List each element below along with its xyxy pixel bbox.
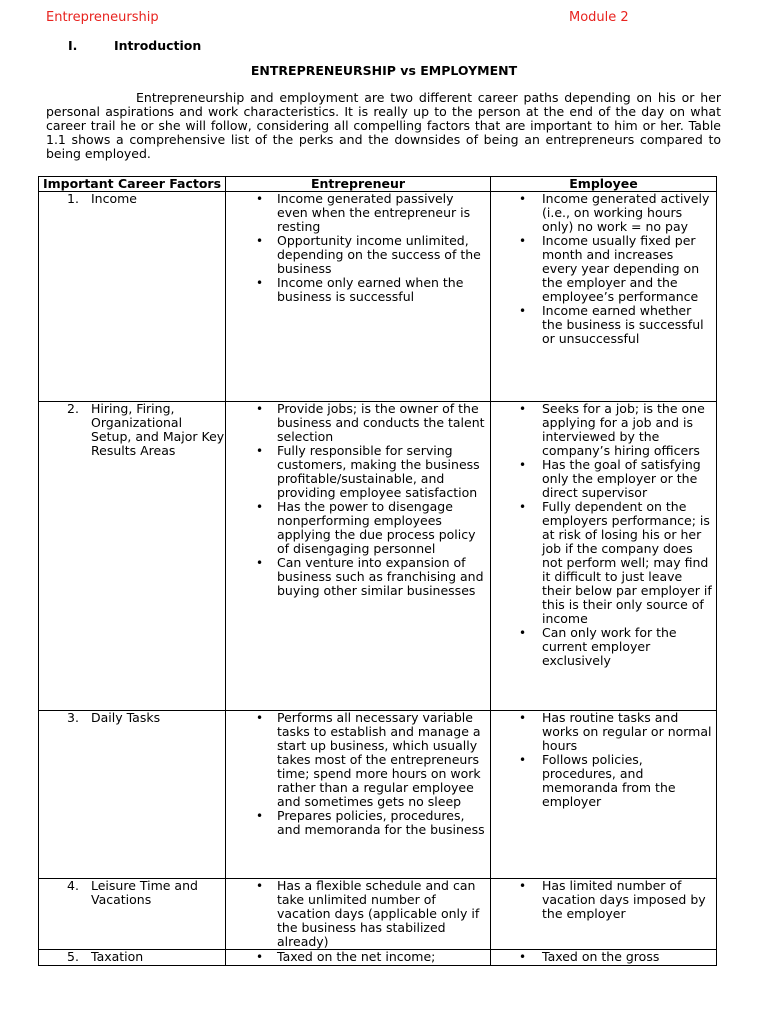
employee-point-text: Taxed on the gross <box>542 949 660 964</box>
section-heading <box>68 38 201 53</box>
factor-cell <box>39 402 226 711</box>
entrepreneur-cell <box>226 879 491 950</box>
intro-paragraph: Entrepreneurship and employment are two different career paths depending on his or her personal aspirations and work characteristics. It is really up to the person at the end of the day on what career trail he or she will follow, considering all compelling factors that are important to him or her. Table 1.1 shows a comprehensive list of the perks and the downsides of being an entrepreneurs compared to being employed. <box>46 90 721 161</box>
bullet-icon: • <box>519 711 527 725</box>
comparison-table <box>38 176 717 966</box>
entrepreneur-point-text: Fully responsible for serving customers, making the business profitable/sustainable, and providing employee satisfaction <box>277 443 480 500</box>
entrepreneur-cell <box>226 711 491 879</box>
employee-points <box>491 950 716 964</box>
bullet-icon: • <box>519 879 527 893</box>
list-item <box>491 234 716 304</box>
bullet-icon: • <box>519 458 527 472</box>
entrepreneur-cell <box>226 192 491 402</box>
entrepreneur-point-text: Has the power to disengage nonperforming employees applying the due process policy of disengaging personnel <box>277 499 476 556</box>
entrepreneur-point-text: Performs all necessary variable tasks to establish and manage a start up business, which usually takes most of the entrepreneurs time; spend more hours on work rather than a regular employee and sometimes gets no sleep <box>277 710 481 809</box>
bullet-icon: • <box>519 626 527 640</box>
bullet-icon: • <box>519 304 527 318</box>
bullet-icon: • <box>256 276 264 290</box>
header-entrepreneur: Entrepreneur <box>226 177 491 192</box>
employee-point-text: Income earned whether the business is successful or unsuccessful <box>542 303 704 346</box>
entrepreneur-point-text: Taxed on the net income; <box>277 949 436 964</box>
table-row <box>39 711 717 879</box>
list-item <box>491 458 716 500</box>
bullet-icon: • <box>256 950 264 964</box>
list-item <box>491 626 716 668</box>
factor-cell <box>39 879 226 950</box>
list-item <box>226 809 490 837</box>
list-item <box>491 402 716 458</box>
entrepreneur-cell <box>226 950 491 966</box>
factor-number: 2. <box>67 401 79 416</box>
entrepreneur-points <box>226 879 490 949</box>
list-item <box>491 879 716 921</box>
employee-points <box>491 711 716 809</box>
bullet-icon: • <box>256 879 264 893</box>
entrepreneur-cell <box>226 402 491 711</box>
factor-label: Leisure Time and Vacations <box>91 878 198 907</box>
header-factors: Important Career Factors <box>39 177 226 192</box>
bullet-icon: • <box>256 402 264 416</box>
employee-point-text: Fully dependent on the employers performance; is at risk of losing his or her job if the company does not perform well; may find it difficult to just leave their below par employer if this is their only source of income <box>542 499 712 626</box>
entrepreneur-point-text: Has a flexible schedule and can take unlimited number of vacation days (applicable only if the business has stabilized already) <box>277 878 480 949</box>
factor-label: Hiring, Firing, Organizational Setup, and Major Key Results Areas <box>91 401 225 458</box>
table-header-row <box>39 177 717 192</box>
factor-number: 1. <box>67 191 79 206</box>
list-item <box>226 500 490 556</box>
list-item <box>226 711 490 809</box>
list-item <box>491 711 716 753</box>
employee-point-text: Has the goal of satisfying only the employer or the direct supervisor <box>542 457 701 500</box>
table-row <box>39 950 717 966</box>
factor-label: Daily Tasks <box>91 710 161 725</box>
list-item <box>226 950 490 964</box>
bullet-icon: • <box>519 500 527 514</box>
list-item <box>226 192 490 234</box>
employee-points <box>491 402 716 668</box>
list-item <box>226 556 490 598</box>
factor-label: Income <box>91 191 137 206</box>
table-row <box>39 402 717 711</box>
entrepreneur-point-text: Provide jobs; is the owner of the business and conducts the talent selection <box>277 401 485 444</box>
list-item <box>491 500 716 626</box>
header-right: Module 2 <box>569 10 629 25</box>
employee-point-text: Follows policies, procedures, and memoranda from the employer <box>542 752 676 809</box>
employee-cell <box>491 879 717 950</box>
employee-point-text: Has routine tasks and works on regular or normal hours <box>542 710 712 753</box>
factor-label: Taxation <box>91 949 144 964</box>
entrepreneur-points <box>226 950 490 964</box>
bullet-icon: • <box>256 192 264 206</box>
bullet-icon: • <box>256 809 264 823</box>
bullet-icon: • <box>256 556 264 570</box>
bullet-icon: • <box>519 950 527 964</box>
employee-points <box>491 879 716 921</box>
factor-number: 5. <box>67 949 79 964</box>
bullet-icon: • <box>256 234 264 248</box>
employee-cell <box>491 950 717 966</box>
factor-cell <box>39 192 226 402</box>
list-item <box>226 276 490 304</box>
bullet-icon: • <box>519 753 527 767</box>
section-title: Introduction <box>114 38 202 53</box>
factor-cell <box>39 950 226 966</box>
entrepreneur-point-text: Can venture into expansion of business such as franchising and buying other similar businesses <box>277 555 484 598</box>
list-item <box>491 753 716 809</box>
employee-cell <box>491 711 717 879</box>
entrepreneur-point-text: Prepares policies, procedures, and memoranda for the business <box>277 808 485 837</box>
bullet-icon: • <box>519 234 527 248</box>
entrepreneur-point-text: Opportunity income unlimited, depending on the success of the business <box>277 233 481 276</box>
employee-cell <box>491 192 717 402</box>
employee-points <box>491 192 716 346</box>
list-item <box>491 950 716 964</box>
list-item <box>226 402 490 444</box>
employee-point-text: Can only work for the current employer exclusively <box>542 625 677 668</box>
factor-cell <box>39 711 226 879</box>
table-row <box>39 879 717 950</box>
header-left: Entrepreneurship <box>46 10 159 25</box>
bullet-icon: • <box>519 402 527 416</box>
bullet-icon: • <box>256 500 264 514</box>
entrepreneur-points <box>226 402 490 598</box>
entrepreneur-points <box>226 192 490 304</box>
bullet-icon: • <box>256 444 264 458</box>
document-title: ENTREPRENEURSHIP vs EMPLOYMENT <box>250 63 518 78</box>
bullet-icon: • <box>519 192 527 206</box>
list-item <box>491 304 716 346</box>
list-item <box>226 234 490 276</box>
list-item <box>226 444 490 500</box>
section-number: I. <box>68 38 78 53</box>
table-row <box>39 192 717 402</box>
entrepreneur-point-text: Income generated passively even when the entrepreneur is resting <box>277 191 471 234</box>
list-item <box>491 192 716 234</box>
bullet-icon: • <box>256 711 264 725</box>
header-employee: Employee <box>491 177 717 192</box>
employee-point-text: Has limited number of vacation days imposed by the employer <box>542 878 706 921</box>
factor-number: 4. <box>67 878 79 893</box>
employee-cell <box>491 402 717 711</box>
entrepreneur-point-text: Income only earned when the business is successful <box>277 275 464 304</box>
employee-point-text: Income usually fixed per month and increases every year depending on the employer and the employee’s performance <box>542 233 700 304</box>
factor-number: 3. <box>67 710 79 725</box>
employee-point-text: Seeks for a job; is the one applying for a job and is interviewed by the company’s hiring officers <box>542 401 705 458</box>
entrepreneur-points <box>226 711 490 837</box>
list-item <box>226 879 490 949</box>
employee-point-text: Income generated actively (i.e., on working hours only) no work = no pay <box>542 191 710 234</box>
